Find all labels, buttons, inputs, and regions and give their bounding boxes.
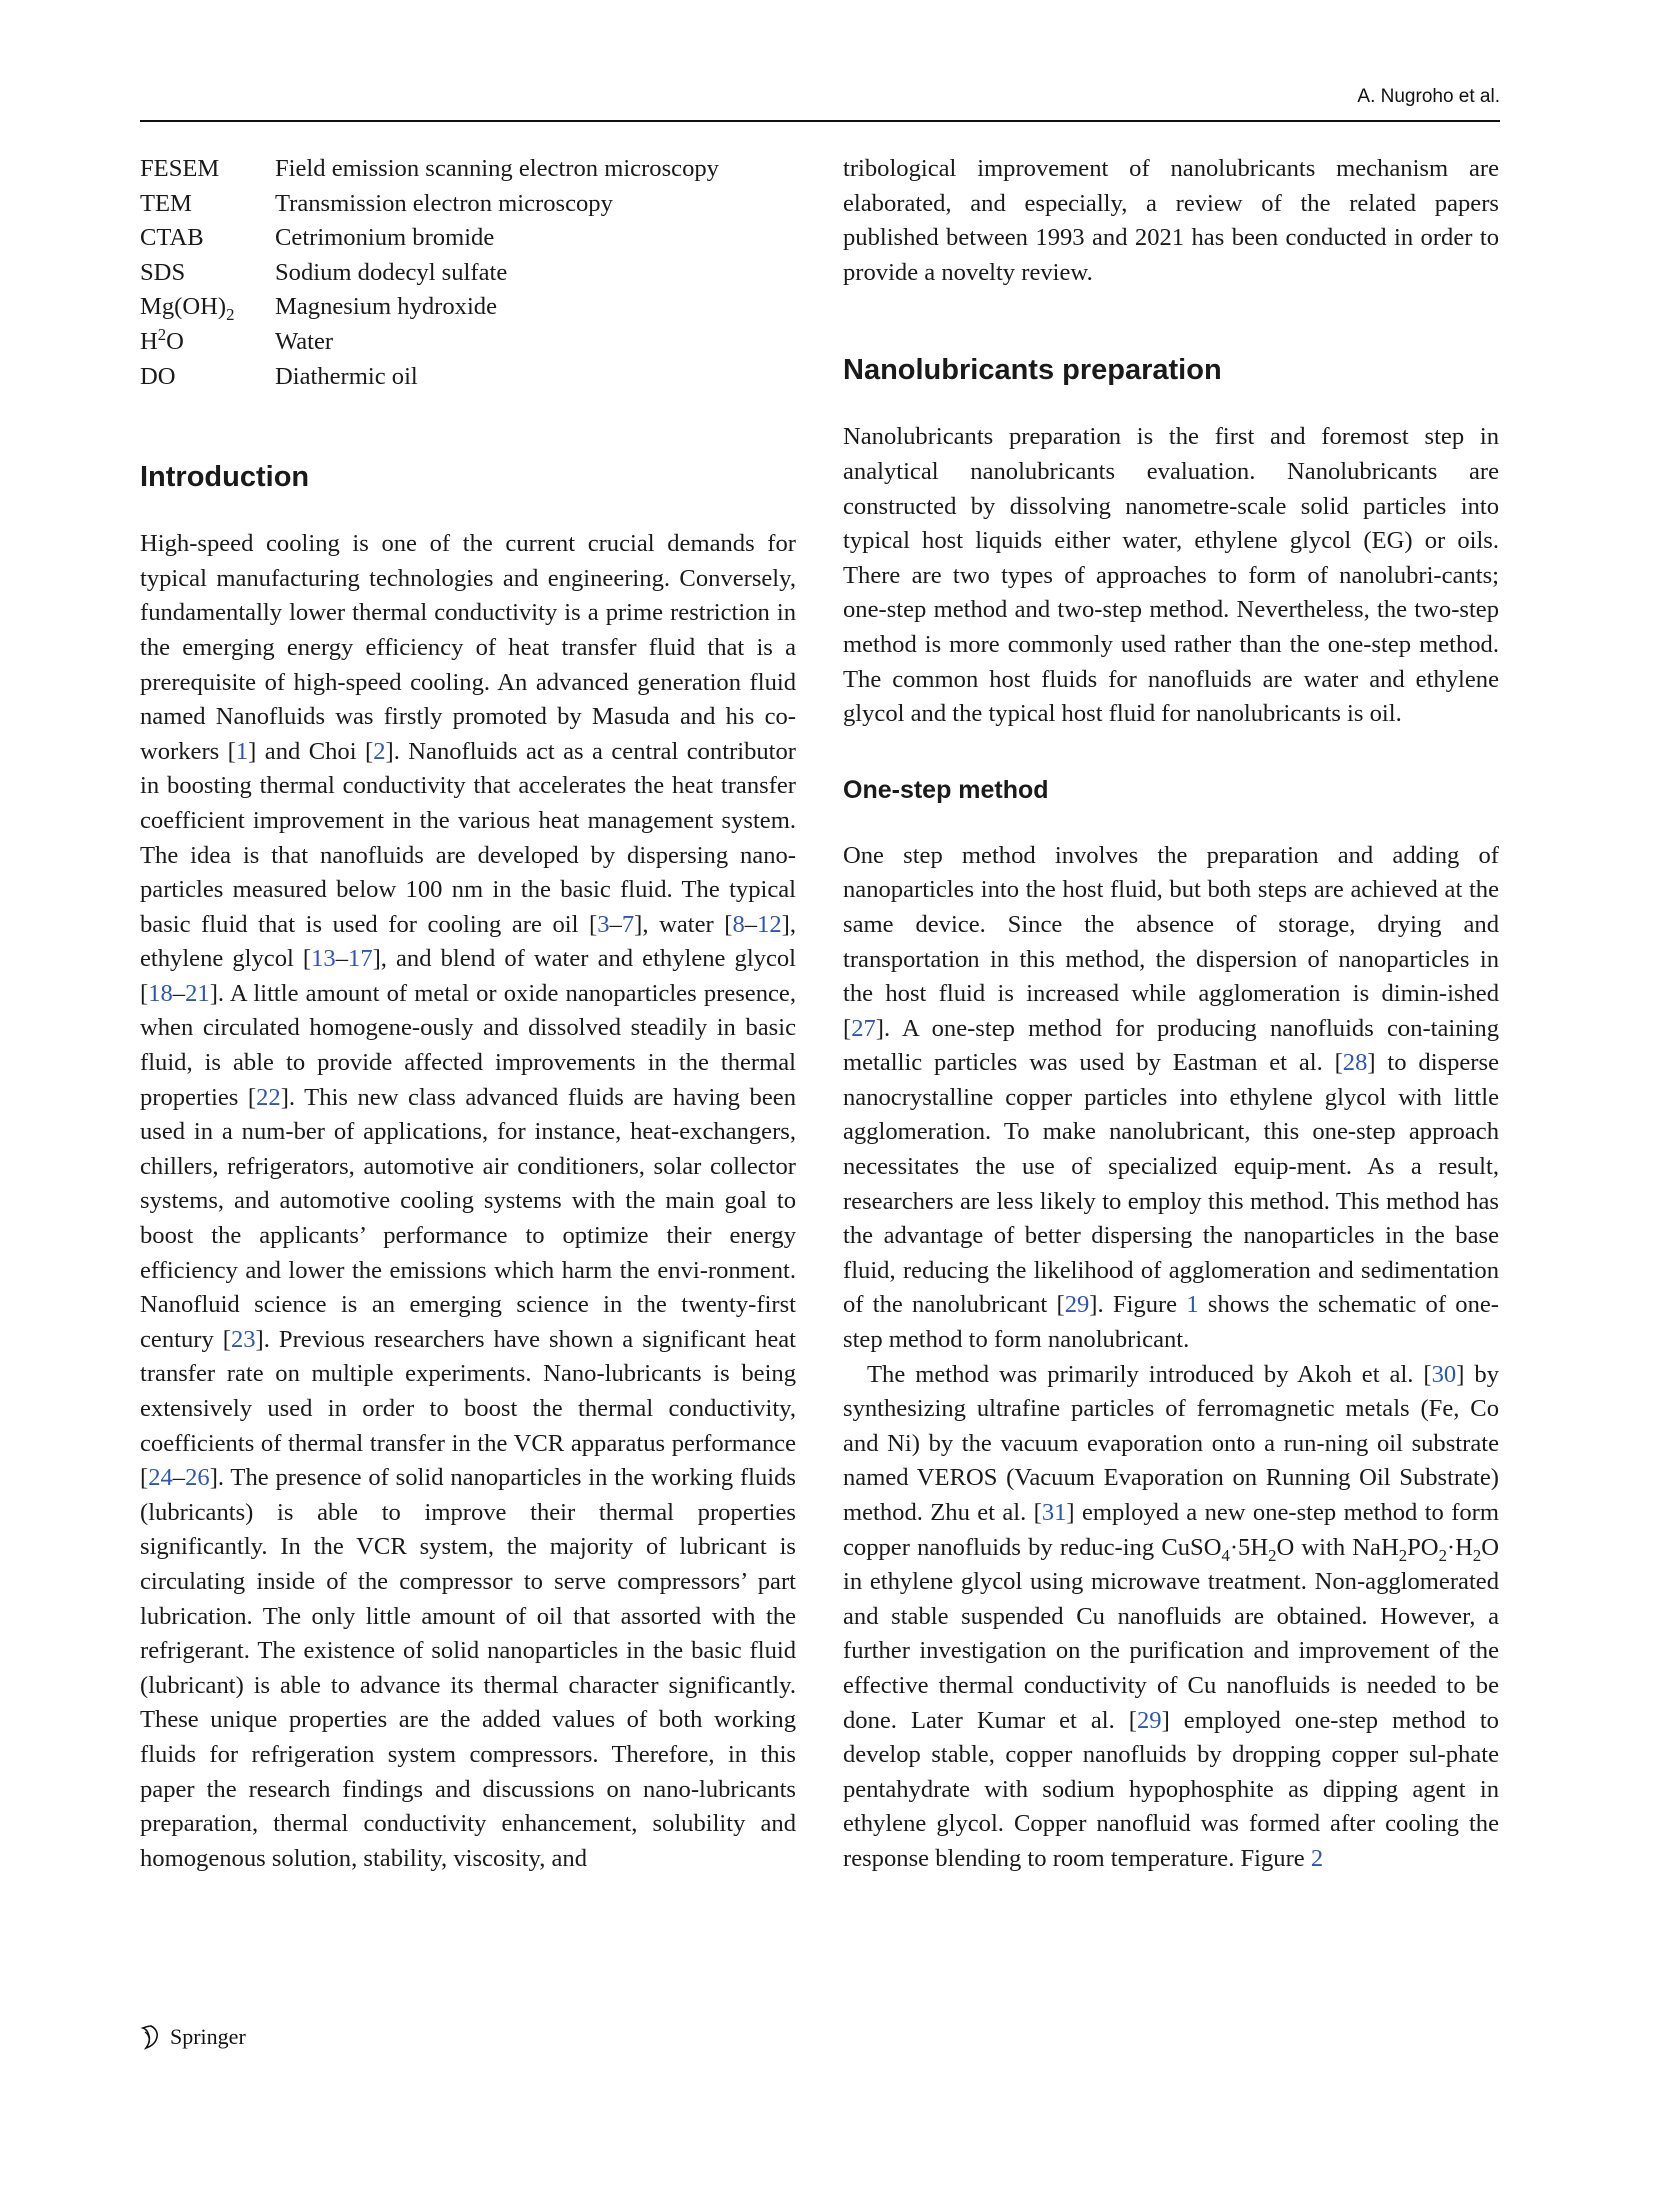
figure-link[interactable]: 2 [1310, 1844, 1324, 1872]
subsection-heading-one-step-method: One-step method [843, 775, 1049, 804]
abbr-term: TEM [140, 189, 192, 217]
left-column [140, 152, 796, 1876]
abbr-term: SDS [140, 258, 186, 286]
citation-link[interactable]: 1 [235, 737, 249, 765]
citation-link[interactable]: 29 [1136, 1706, 1162, 1734]
section-heading-introduction: Introduction [140, 461, 310, 494]
citation-link[interactable]: 3 [597, 910, 610, 938]
abbr-term: $H^2O$ [140, 324, 184, 355]
citation-link[interactable]: 27 [851, 1014, 876, 1042]
abbr-definition: Transmission electron microscopy [275, 189, 613, 217]
section-heading-nanolubricants-preparation: Nanolubricants preparation [843, 354, 1222, 387]
citation-link[interactable]: 23 [230, 1325, 256, 1353]
header-rule [140, 120, 1500, 122]
right-column [843, 152, 1499, 1877]
springer-logo-icon [140, 2024, 162, 2050]
abbr-definition: Magnesium hydroxide [275, 293, 497, 321]
citation-link[interactable]: 12 [757, 910, 782, 938]
citation-link[interactable]: 30 [1431, 1360, 1457, 1388]
citation-link[interactable]: 21 [185, 979, 210, 1007]
abbr-term: CTAB [140, 224, 204, 252]
abbr-definition: Cetrimonium bromide [275, 224, 495, 252]
citation-link[interactable]: 18 [148, 979, 173, 1007]
citation-link[interactable]: 13 [311, 945, 336, 973]
introduction-continuation: tribological improvement of nanolubricants mechanism are elaborated, and especially, a review of the related papers published between 1993 and 2021 has been conducted in order to provide a novelty review. [843, 155, 1499, 286]
citation-link[interactable]: 31 [1041, 1499, 1067, 1526]
abbr-term: $Mg(OH)_2$ [140, 293, 235, 325]
abbr-definition: Diathermic oil [275, 362, 418, 390]
citation-link[interactable]: 2 [373, 737, 386, 765]
citation-link[interactable]: 26 [185, 1464, 210, 1492]
abbreviation-list [140, 152, 796, 394]
page-footer [140, 2024, 246, 2050]
one-step-paragraph: One step method involves the preparation and adding of nanoparticles into the host fluid, but both steps are achieved at the same device. Since the absence of storage, drying and transportation in this method, the dispersion of nanoparticles in the host fluid is increased while agglomeration is dimin-ished [27]. A one-step method for producing nanofluids con-taining metallic particles was used by Eastman et al. [28] to disperse nanocrystalline copper particles into ethylene glycol with little agglomeration. To make nanolubricant, this one-step approach necessitates the use of specialized equip-ment. As a result, researchers are less likely to employ this method. This method has the advantage of better dispersing the nanoparticles in the base fluid, reducing the likelihood of agglomeration and sedimentation of the nanolubricant [29]. Figure 1 shows the schematic of one-step method to form nanolubricant. [843, 841, 1499, 1354]
citation-link[interactable]: 29 [1064, 1291, 1090, 1319]
abbr-definition: Sodium dodecyl sulfate [275, 258, 508, 286]
one-step-paragraph: The method was primarily introduced by Akoh et al. [30] by synthesizing ultrafine particles of ferromagnetic metals (Fe, Co and Ni) by the vacuum evaporation onto a run-ning oil substrate named VEROS (Vacuum Evaporation on Running Oil Substrate) method. Zhu et al. [31] employed a new one-step method to form copper nanofluids by reduc-ing $CuSO_4\cdot 5H_2O$ with $NaH_2PO_2\cdot H_2O$ in ethylene glycol using microwave treatment. Non-agglomerated and stable suspended Cu nanofluids are obtained. However, a further investigation on the purification and improvement of the effective thermal conductivity of Cu nanofluids is needed to be done. Later Kumar et al. [29] employed one-step method to develop stable, copper nanofluids by dropping copper sul-phate pentahydrate with sodium hypophosphite as dipping agent in ethylene glycol. Copper nanofluid was formed after cooling the response blending to room temperature. Figure 2 [843, 1360, 1499, 1872]
figure-link[interactable]: 1 [1186, 1291, 1199, 1319]
citation-link[interactable]: 17 [348, 945, 373, 973]
publisher-name: Springer [170, 2024, 246, 2049]
citation-link[interactable]: 8 [732, 910, 745, 938]
abbr-definition: Field emission scanning electron microscopy [275, 155, 719, 182]
introduction-paragraph: High-speed cooling is one of the current crucial demands for typical manufacturing technologies and engineering. Conversely, fundamentally lower thermal conductivity is a prime restriction in the emerging energy efficiency of heat transfer fluid that is a prerequisite of high-speed cooling. An advanced generation fluid named Nanofluids was firstly promoted by Masuda and his co-workers [1] and Choi [2]. Nanofluids act as a central contributor in boosting thermal conductivity that accelerates the heat transfer coefficient improvement in the various heat management system. The idea is that nanofluids are developed by dispersing nano-particles measured below 100 nm in the basic fluid. The typical basic fluid that is used for cooling are oil [3–7], water [8–12], ethylene glycol [13–17], and blend of water and ethylene glycol [18–21]. A little amount of metal or oxide nanoparticles presence, when circulated homogene-ously and dissolved steadily in basic fluid, is able to provide affected improvements in the thermal properties [22]. This new class advanced fluids are having been used in a num-ber of applications, for instance, heat-exchangers, chillers, refrigerators, automotive air conditioners, solar collector systems, and automotive cooling systems with the main goal to boost the applicants’ performance to optimize their energy efficiency and lower the emissions which harm the envi-ronment. Nanofluid science is an emerging science in the twenty-first century [23]. Previous researchers have shown a significant heat transfer rate on multiple experiments. Nano-lubricants is being extensively used in order to boost the thermal conductivity, coefficients of thermal transfer in the VCR apparatus performance [24–26]. The presence of solid nanoparticles in the working fluids (lubricants) is able to improve their thermal properties significantly. In the VCR system, the majority of lubricant is circulating inside of the compressor to serve compressors’ part lubrication. The only little amount of oil that assorted with the refrigerant. The existence of solid nanoparticles in the basic fluid (lubricant) is able to advance its thermal character significantly. These unique properties are the added values of both working fluids for refrigeration system compressors. Therefore, in this paper the research findings and discussions on nano-lubricants preparation, thermal conductivity enhancement, solubility and homogenous solution, stability, viscosity, and [140, 530, 797, 1872]
running-header-author: A. Nugroho et al. [1357, 86, 1500, 107]
citation-link[interactable]: 7 [621, 910, 635, 938]
abbr-term: DO [140, 362, 176, 390]
citation-link[interactable]: 28 [1342, 1049, 1368, 1077]
abbr-definition: Water [275, 327, 334, 355]
citation-link[interactable]: 24 [148, 1464, 173, 1492]
abbr-term: FESEM [140, 155, 220, 182]
citation-link[interactable]: 22 [256, 1083, 281, 1111]
preparation-paragraph: Nanolubricants preparation is the first and foremost step in analytical nanolubricants evaluation. Nanolubricants are constructed by dissolving nanometre-scale solid particles into typical host liquids either water, ethylene glycol (EG) or oils. There are two types of approaches to form of nanolubri-cants; one-step method and two-step method. Nevertheless, the two-step method is more commonly used rather than the one-step method. The common host fluids for nanofluids are water and ethylene glycol and the typical host fluid for nanolubricants is oil. [843, 423, 1499, 728]
